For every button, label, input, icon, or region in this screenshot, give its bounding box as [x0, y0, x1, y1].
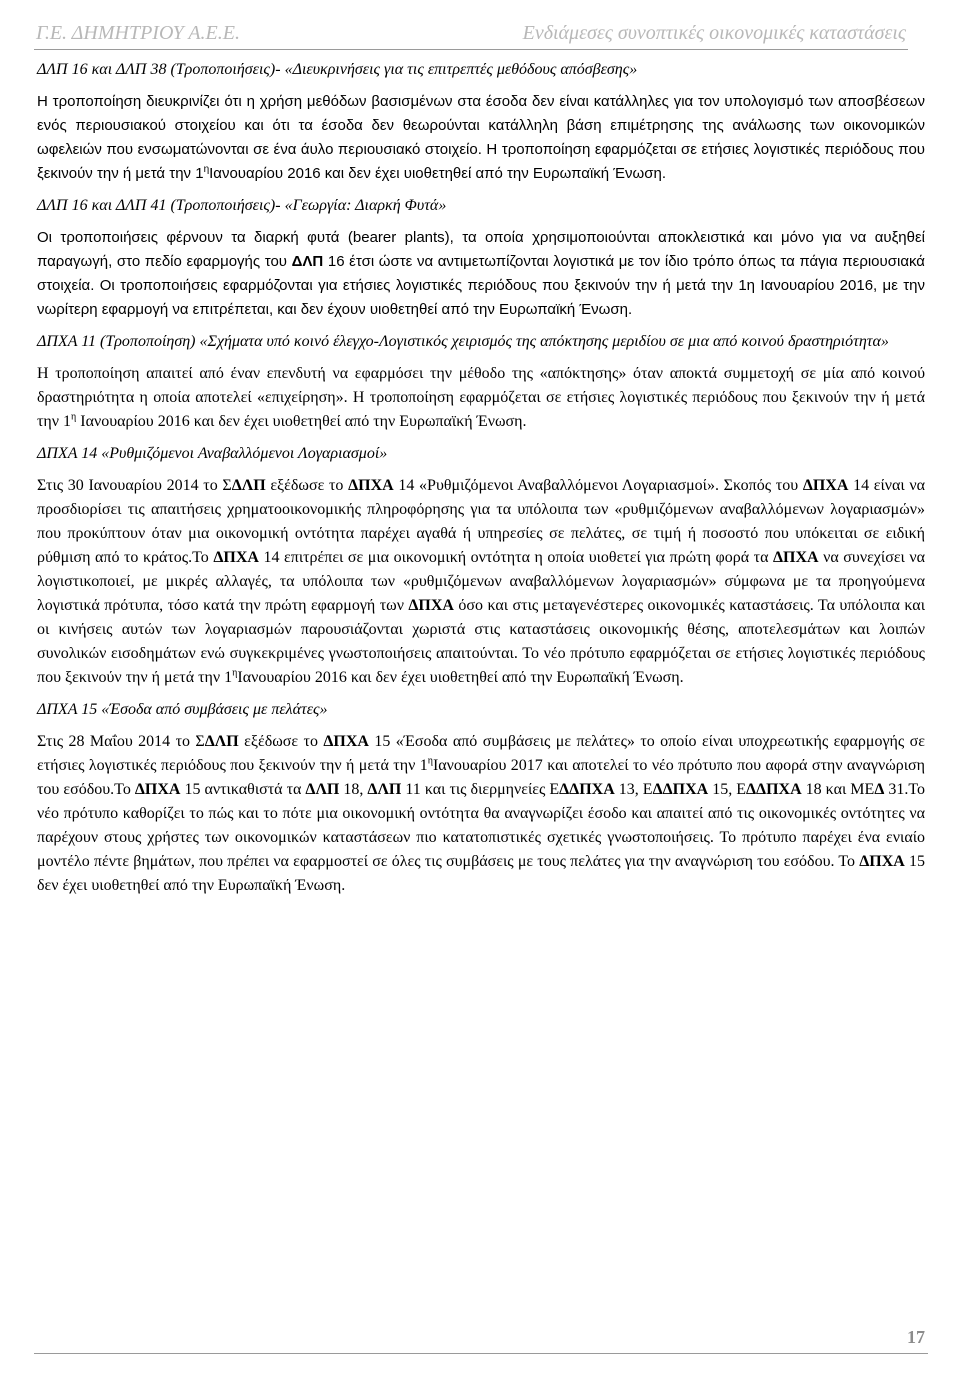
header-title: Ενδιάμεσες συνοπτικές οικονομικές καταστάσεις	[522, 22, 906, 44]
section-heading-ifrs11: ΔΠΧΑ 11 (Τροποποίηση) «Σχήματα υπό κοινό έλεγχο-Λογιστικός χειρισμός της απόκτησης μεριδίου σε μια από κοινού δραστηριότητα»	[37, 333, 889, 350]
section-heading-ias16-ias41: ΔΛΠ 16 και ΔΛΠ 41 (Τροποποιήσεις)- «Γεωργία: Διαρκή Φυτά»	[37, 197, 447, 214]
footer-divider	[34, 1353, 928, 1354]
document-body	[37, 58, 925, 906]
section-text-ifrs11: Η τροποποίηση απαιτεί από έναν επενδυτή να εφαρμόσει την μέθοδο της «απόκτησης» όταν αποκτά συμμετοχή σε μία από κοινού δραστηριότητα η οποία αποτελεί «επιχείρηση». Η τροποποίηση εφαρμόζεται σε ετήσιες λογιστικές περιόδους που ξεκινούν την ή μετά την $1^\eta$ Ιανουαρίου 2016 και δεν έχει υιοθετηθεί από την Ευρωπαϊκή Ένωση.	[37, 365, 925, 430]
section-heading-ifrs15: ΔΠΧΑ 15 «Έσοδα από συμβάσεις με πελάτες»	[37, 701, 328, 718]
section-text-ifrs14: Στις 30 Ιανουαρίου 2014 το ΣΔΛΠ εξέδωσε το ΔΠΧΑ 14 «Ρυθμιζόμενοι Αναβαλλόμενοι Λογαριασμοί». Σκοπός του ΔΠΧΑ 14 είναι να προσδιορίσει τις απαιτήσεις χρηματοοικονομικής πληροφόρησης για τα υπόλοιπα των «ρυθμιζόμενων αναβαλλόμενων λογαριασμών» που προκύπτουν όταν μια οικονομική οντότητα παρέχει αγαθά ή υπηρεσίες σε πελάτες, σε τιμή ή ποσοστό που υπόκειται σε ειδική ρύθμιση από το κράτος.Το ΔΠΧΑ 14 επιτρέπει σε μια οικονομική οντότητα η οποία υιοθετεί για πρώτη φορά τα ΔΠΧΑ να συνεχίσει να λογιστικοποιεί, με μικρές αλλαγές, τα υπόλοιπα των «ρυθμιζόμενων αναβαλλόμενων λογαριασμών» σύμφωνα με τα προηγούμενα λογιστικά πρότυπα, τόσο κατά την πρώτη εφαρμογή των ΔΠΧΑ όσο και στις μεταγενέστερες οικονομικές καταστάσεις. Τα υπόλοιπα και οι κινήσεις αυτών των λογαριασμών παρουσιάζονται χωριστά στις καταστάσεις οικονομικής θέσης, αποτελεσμάτων και λοιπών συνολικών εισοδημάτων ενώ συγκεκριμένες γνωστοποιήσεις απαιτούνται. Το νέο πρότυπο εφαρμόζεται σε ετήσιες λογιστικές περιόδους που ξεκινούν την ή μετά την $1^\eta I\alpha\nu o\upsilon\alpha\rho ίo\upsilon$ 2016 και δεν έχει υιοθετηθεί από την Ευρωπαϊκή Ένωση.	[37, 477, 926, 686]
section-text-ias16-ias38: Η τροποποίηση διευκρινίζει ότι η χρήση μεθόδων βασισμένων στα έσοδα δεν είναι κατάλληλες για τον υπολογισμό των αποσβέσεων ενός περιουσιακού στοιχείου και ότι τα έσοδα δεν θεωρούνται κατάλληλη βάση επιμέτρησης της ανάλωσης των οικονομικών ωφελειών που ενσωματώνονται σε ένα άυλο περιουσιακό στοιχείο. Η τροποποίηση εφαρμόζεται σε ετήσιες λογιστικές περιόδους που ξεκινούν την ή μετά την $1^\eta I\alpha\nu o\upsilon\alpha\rho ίo\upsilon$ 2016 και δεν έχει υιοθετηθεί από την Ευρωπαϊκή Ένωση.	[37, 93, 925, 182]
section-heading-ias16-ias38: ΔΛΠ 16 και ΔΛΠ 38 (Τροποποιήσεις)- «Διευκρινήσεις για τις επιτρεπτές μεθόδους απόσβεσης»	[37, 61, 638, 78]
section-text-ias16-ias41: Οι τροποποιήσεις φέρνουν τα διαρκή φυτά (bearer plants), τα οποία χρησιμοποιούνται αποκλειστικά και μόνο για να αυξηθεί παραγωγή, στο πεδίο εφαρμογής του ΔΛΠ 16 έτσι ώστε να αντιμετωπίζονται λογιστικά με τον ίδιο τρόπο όπως τα πάγια περιουσιακά στοιχεία. Οι τροποποιήσεις εφαρμόζονται για ετήσιες λογιστικές περιόδους που ξεκινούν την ή μετά την 1η Ιανουαρίου 2016, με την νωρίτερη εφαρμογή να επιτρέπεται, και δεν έχουν υιοθετηθεί από την Ευρωπαϊκή Ένωση.	[37, 229, 925, 318]
header-company: Γ.Ε. ΔΗΜΗΤΡΙΟΥ Α.Ε.Ε.	[36, 22, 240, 44]
page-number: 17	[907, 1327, 925, 1347]
section-heading-ifrs14: ΔΠΧΑ 14 «Ρυθμιζόμενοι Αναβαλλόμενοι Λογαριασμοί»	[37, 445, 388, 462]
page-header	[36, 20, 906, 46]
header-divider	[34, 49, 908, 50]
section-text-ifrs15: Στις 28 Μαΐου 2014 το ΣΔΛΠ εξέδωσε το ΔΠΧΑ 15 «Έσοδα από συμβάσεις με πελάτες» το οποίο είναι υποχρεωτικής εφαρμογής σε ετήσιες λογιστικές περιόδους που ξεκινούν την ή μετά την $1^\eta I\alpha\nu o\upsilon\alpha\rho ίo\upsilon$ 2017 και αποτελεί το νέο πρότυπο που αφορά στην αναγνώριση του εσόδου.Το ΔΠΧΑ 15 αντικαθιστά τα ΔΛΠ 18, ΔΛΠ 11 και τις διερμηνείες ΕΔΔΠΧΑ 13, ΕΔΔΠΧΑ 15, ΕΔΔΠΧΑ 18 και ΜΕΔ 31.Το νέο πρότυπο καθορίζει το πώς και το πότε μια οικονομική οντότητα θα αναγνωρίζει έσοδο και απαιτεί από τις οικονομικές οντότητες να παρέχουν στους χρήστες των οικονομικών καταστάσεων πιο κατατοπιστικές σχετικές γνωστοποιήσεις. Το πρότυπο παρέχει ένα ενιαίο μοντέλο πέντε βημάτων, που πρέπει να εφαρμοστεί σε όλες τις συμβάσεις με τους πελάτες για την αναγνώριση του εσόδου. Το ΔΠΧΑ 15 δεν έχει υιοθετηθεί από την Ευρωπαϊκή Ένωση.	[37, 733, 926, 894]
